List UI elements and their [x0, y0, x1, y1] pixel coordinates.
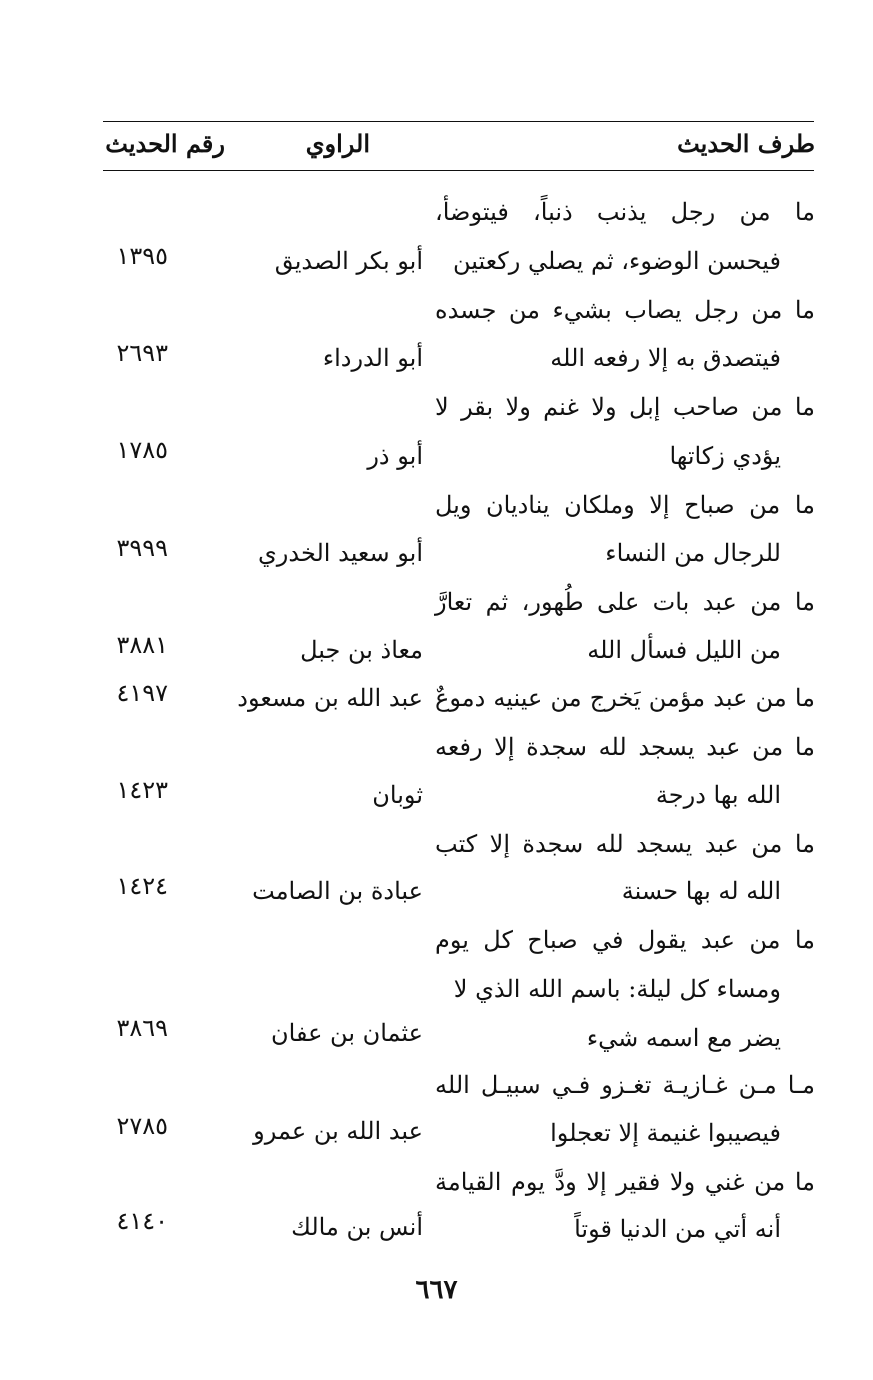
hadith-text-line: فيحسن الوضوء، ثم يصلي ركعتين [452, 247, 781, 275]
hadith-text-line: ما من غني ولا فقير إلا ودَّ يوم القيامة [435, 1168, 815, 1196]
hadith-text-line: فيتصدق به إلا رفعه الله [550, 344, 781, 372]
hadith-text-line: يؤدي زكاتها [669, 442, 781, 470]
hadith-text-line: ما من رجل يصاب بشيء من جسده [435, 296, 815, 324]
hadith-text-line: ومساء كل ليلة: باسم الله الذي لا [453, 975, 781, 1003]
narrator: أبو ذر [367, 442, 423, 470]
hadith-text-line: الله بها درجة [655, 781, 781, 809]
narrator: أبو سعيد الخدري [258, 539, 423, 567]
hadith-text-line: ما من رجل يذنب ذنباً، فيتوضأ، [435, 198, 815, 226]
narrator: عثمان بن عفان [271, 1019, 423, 1047]
hadith-text-line: من الليل فسأل الله [587, 636, 781, 664]
hadith-text-line: مـا مـن غـازيـة تغـزو فـي سبيـل الله [435, 1071, 815, 1099]
hadith-number: ٣٨٨١ [116, 631, 168, 659]
hadith-text-line: ما من عبد مؤمن يَخرج من عينيه دموعٌ [435, 684, 815, 712]
header-hadith-number: رقم الحديث [105, 129, 225, 158]
hadith-text-line: ما من صباح إلا وملكان يناديان ويل [435, 491, 815, 519]
hadith-text-line: ما من صاحب إبل ولا غنم ولا بقر لا [435, 393, 815, 421]
header-hadith-text: طرف الحديث [677, 129, 815, 158]
hadith-text-line: فيصيبوا غنيمة إلا تعجلوا [550, 1119, 781, 1147]
header-top-rule [103, 121, 814, 122]
narrator: أنس بن مالك [291, 1213, 423, 1241]
hadith-number: ٤١٩٧ [116, 679, 168, 707]
page-number: ٦٦٧ [415, 1275, 458, 1305]
hadith-number: ٣٨٦٩ [116, 1014, 168, 1042]
hadith-text-line: ما من عبد يسجد لله سجدة إلا رفعه [435, 733, 815, 761]
narrator: عبد الله بن مسعود [237, 684, 423, 712]
narrator: عبد الله بن عمرو [253, 1117, 423, 1145]
narrator: معاذ بن جبل [300, 636, 423, 664]
hadith-text-line: الله له بها حسنة [621, 877, 781, 905]
hadith-text-line: للرجال من النساء [605, 539, 781, 567]
hadith-number: ٤١٤٠ [116, 1207, 168, 1235]
narrator: عبادة بن الصامت [252, 877, 423, 905]
hadith-number: ٢٦٩٣ [116, 339, 168, 367]
hadith-text-line: يضر مع اسمه شيء [586, 1024, 781, 1052]
header-bottom-rule [103, 170, 814, 171]
hadith-number: ٢٧٨٥ [116, 1112, 168, 1140]
narrator: أبو بكر الصديق [274, 247, 423, 275]
hadith-text-line: ما من عبد يقول في صباح كل يوم [435, 926, 815, 954]
hadith-number: ١٤٢٤ [116, 872, 168, 900]
hadith-number: ١٧٨٥ [116, 436, 168, 464]
hadith-number: ١٣٩٥ [116, 242, 168, 270]
hadith-text-line: ما من عبد بات على طُهور، ثم تعارَّ [435, 588, 815, 616]
narrator: أبو الدرداء [322, 344, 423, 372]
hadith-number: ٣٩٩٩ [116, 534, 168, 562]
hadith-text-line: ما من عبد يسجد لله سجدة إلا كتب [435, 830, 815, 858]
hadith-text-line: أنه أتي من الدنيا قوتاً [574, 1215, 781, 1243]
header-narrator: الراوي [305, 129, 370, 158]
hadith-number: ١٤٢٣ [116, 776, 168, 804]
narrator: ثوبان [372, 781, 423, 809]
